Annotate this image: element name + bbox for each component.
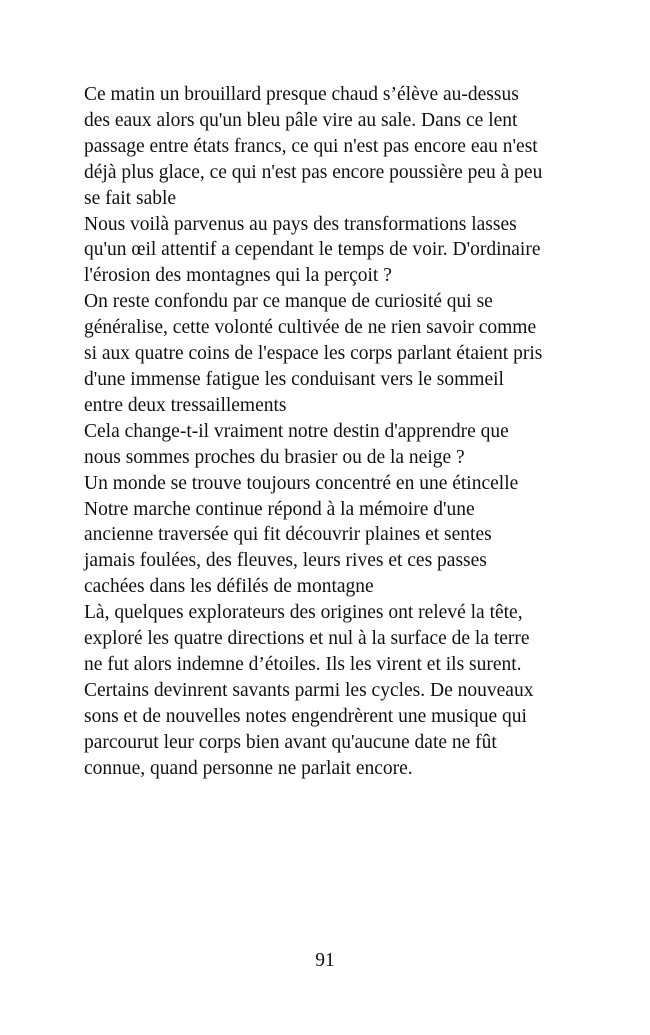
text-line: Un monde se trouve toujours concentré en une étincelle	[84, 472, 519, 494]
text-line: connue, quand personne ne parlait encore.	[84, 757, 413, 779]
text-line: entre deux tressaillements	[84, 394, 287, 416]
text-line: Notre marche continue répond à la mémoire d'une	[84, 498, 475, 520]
text-line: Cela change-t-il vraiment notre destin d'apprendre que	[84, 420, 509, 442]
text-line: nous sommes proches du brasier ou de la neige ?	[84, 446, 465, 468]
text-line: se fait sable	[84, 187, 177, 209]
text-line: sons et de nouvelles notes engendrèrent une musique qui	[84, 705, 527, 727]
text-line: Ce matin un brouillard presque chaud s’élève au-dessus	[84, 84, 519, 105]
text-line: Certains devinrent savants parmi les cycles. De nouveaux	[84, 679, 534, 701]
text-line: si aux quatre coins de l'espace les corps parlant étaient pris	[84, 343, 543, 365]
text-line: cachées dans les défilés de montagne	[84, 576, 374, 598]
text-line: Nous voilà parvenus au pays des transformations lasses	[84, 213, 517, 235]
text-line: passage entre états francs, ce qui n'est pas encore eau n'est	[84, 135, 538, 157]
body-text	[84, 82, 574, 781]
text-line: On reste confondu par ce manque de curiosité qui se	[84, 291, 493, 313]
text-line: ne fut alors indemne d’étoiles. Ils les virent et ils surent.	[84, 653, 522, 675]
text-line: qu'un œil attentif a cependant le temps de voir. D'ordinaire	[84, 239, 541, 261]
text-line: jamais foulées, des fleuves, leurs rives et ces passes	[84, 550, 487, 572]
text-line: ancienne traversée qui fit découvrir plaines et sentes	[84, 524, 492, 546]
text-line: Là, quelques explorateurs des origines ont relevé la tête,	[84, 602, 523, 624]
text-line: exploré les quatre directions et nul à la surface de la terre	[84, 628, 530, 650]
text-line: parcourut leur corps bien avant qu'aucune date ne fût	[84, 731, 497, 753]
text-line: l'érosion des montagnes qui la perçoit ?	[84, 265, 392, 287]
text-line: d'une immense fatigue les conduisant vers le sommeil	[84, 368, 504, 390]
text-line: généralise, cette volonté cultivée de ne rien savoir comme	[84, 317, 537, 339]
text-line: déjà plus glace, ce qui n'est pas encore poussière peu à peu	[84, 161, 543, 183]
page-number: 91	[315, 950, 335, 971]
text-line: des eaux alors qu'un bleu pâle vire au sale. Dans ce lent	[84, 109, 518, 131]
